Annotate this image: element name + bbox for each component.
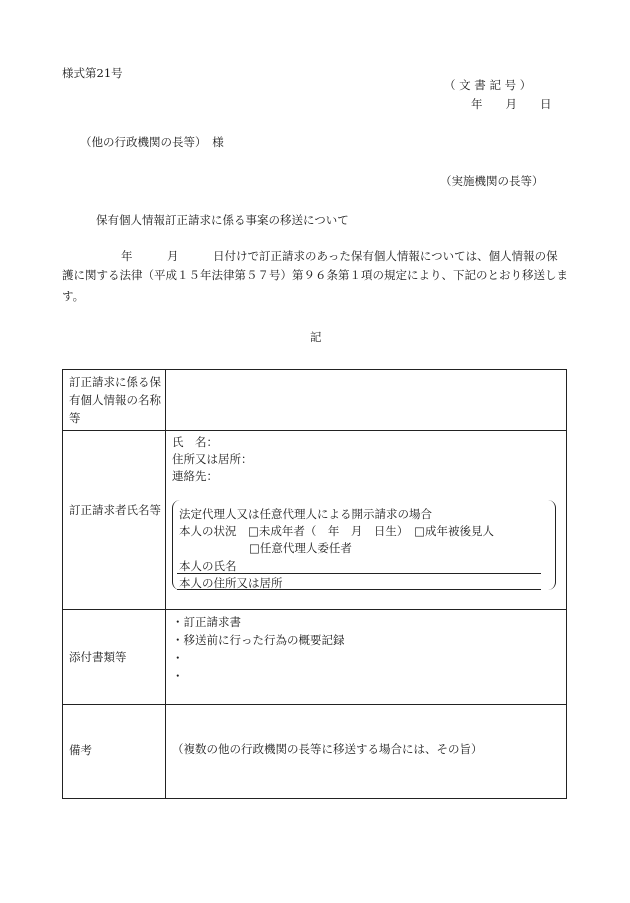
attachment-item: ・	[172, 669, 184, 683]
principal-address-underline	[177, 589, 541, 590]
body-line-2: 護に関する法律（平成１５年法律第５７号）第９６条第１項の規定により、下記のとおり移送しま	[62, 268, 568, 282]
sender: （実施機関の長等）	[440, 174, 544, 188]
form-number: 様式第21号	[62, 66, 123, 80]
principal-name-underline	[177, 573, 541, 574]
attachment-item: ・	[172, 651, 184, 665]
row-label-attachments: 添付書類等	[69, 650, 127, 664]
principal-status-line: 本人の状況 □未成年者（ 年 月 日生） □成年被後見人	[179, 524, 494, 538]
attachment-item: ・訂正請求書	[172, 615, 241, 629]
row-divider	[63, 430, 566, 431]
principal-status-option: □任意代理人委任者	[249, 541, 352, 555]
date-line: 年 月 日	[471, 97, 552, 111]
body-line-3: す。	[62, 289, 85, 303]
principal-address-label: 本人の住所又は居所	[179, 576, 283, 590]
row-label-remarks: 備考	[69, 743, 92, 757]
row-label-info-name: 訂正請求に係る保有個人情報の名称等	[69, 375, 161, 425]
row-divider	[63, 609, 566, 610]
document-title: 保有個人情報訂正請求に係る事案の移送について	[96, 213, 349, 227]
attachment-item: ・移送前に行った行為の概要記録	[172, 633, 345, 647]
row-divider	[63, 704, 566, 705]
requester-address-label: 住所又は居所：	[172, 452, 253, 466]
requester-contact-label: 連絡先：	[172, 469, 218, 483]
ki-heading: 記	[310, 330, 322, 344]
document-reference: （ 文 書 記 号 ）	[444, 78, 532, 92]
remarks-note: （複数の他の行政機関の長等に移送する場合には、その旨）	[172, 742, 483, 756]
table-column-divider	[165, 370, 166, 798]
row-label-requester: 訂正請求者氏名等	[69, 503, 161, 517]
recipient: （他の行政機関の長等） 様	[80, 135, 224, 149]
body-line-1: 年 月 日付けで訂正請求のあった保有個人情報については、個人情報の保	[121, 249, 558, 263]
requester-name-label: 氏 名：	[172, 435, 218, 449]
principal-name-label: 本人の氏名	[179, 559, 237, 573]
transfer-details-table	[62, 369, 567, 799]
proxy-title: 法定代理人又は任意代理人による開示請求の場合	[179, 507, 432, 521]
